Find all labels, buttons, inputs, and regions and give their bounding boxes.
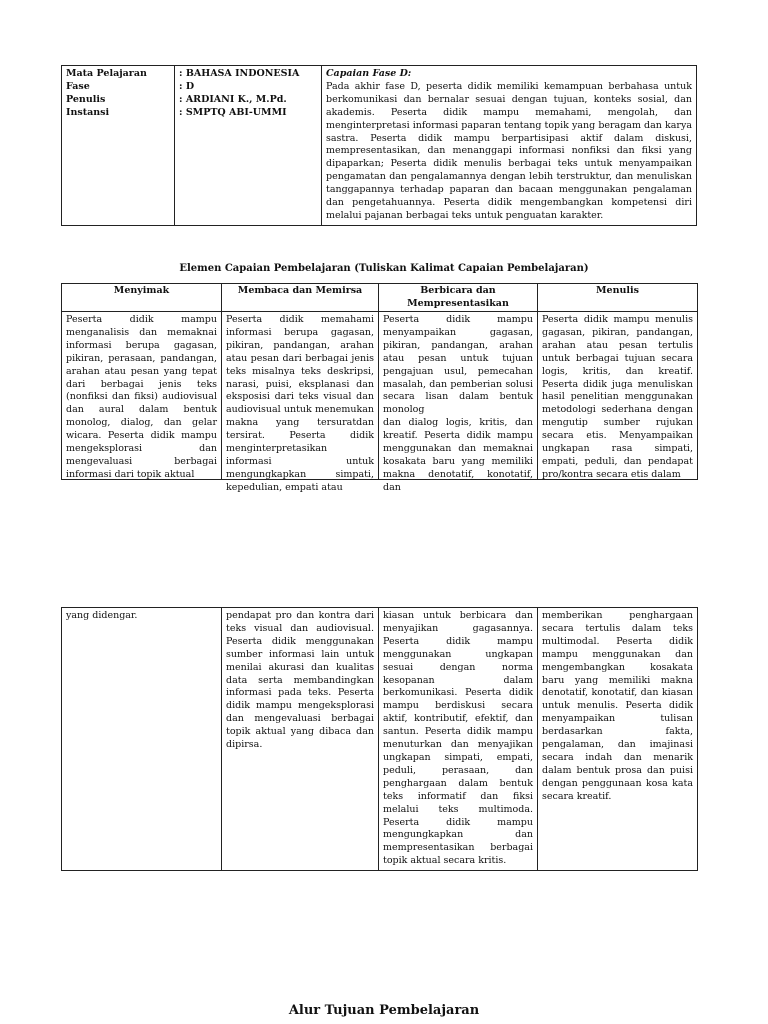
cont-cell-menulis: [538, 608, 698, 871]
value-mata-pelajaran: : BAHASA INDONESIA: [179, 68, 300, 79]
cont-text-menyimak: yang didengar.: [66, 610, 138, 621]
capaian-title: Capaian Fase D:: [326, 68, 412, 79]
info-row: [62, 66, 697, 226]
header-membaca-memirsa: Membaca dan Memirsa: [222, 284, 379, 312]
value-fase: : D: [179, 80, 195, 92]
cont-text-berbicara: kiasan untuk berbicara dan menyajikan gagasannya. Peserta didik mampu menggunakan ungkapan sesuai dengan norma kesopanan dalam berkomunikasi. Peserta didik mampu berdiskusi secara aktif, kontributif, efektif, dan santun. Peserta didik mampu menuturkan dan menyajikan ungkapan simpati, empati, peduli, perasaan, dan penghargaan dalam bentuk teks informatif dan fiksi melalui teks multimoda. Peserta didik mampu mengungkapkan dan mempresentasikan berbagai topik aktual secara kritis.: [383, 610, 533, 867]
label-fase: Fase: [66, 80, 90, 92]
text-menulis: Peserta didik mampu menulis gagasan, pikiran, pandangan, arahan atau pesan tertulis untuk berbagai tujuan secara logis, kritis, dan kreatif. Peserta didik juga menuliskan hasil penelitian menggunakan metodologi sederhana dengan mengutip sumber rujukan secara etis. Menyampaikan ungkapan rasa simpati, empati, peduli, dan pendapat pro/kontra secara etis dalam: [542, 314, 693, 480]
cell-membaca-memirsa: [222, 312, 379, 493]
text-membaca-memirsa: Peserta didik memahami informasi berupa gagasan, pikiran, pandangan, arahan atau pesan dari berbagai jenis teks misalnya teks deskripsi, narasi, puisi, eksplanasi dan eksposisi dari teks visual dan audiovisual untuk menemukan makna yang tersuratdan tersirat. Peserta didik menginterpretasikan informasi untuk mengungkapkan simpati, kepedulian, empati atau: [226, 314, 374, 493]
section-title: Elemen Capaian Pembelajaran (Tuliskan Kalimat Capaian Pembelajaran): [179, 263, 589, 274]
capaian-text: Pada akhir fase D, peserta didik memiliki kemampuan berbahasa untuk berkomunikasi dan bernalar sesuai dengan tujuan, konteks sosial, dan akademis. Peserta didik mampu memahami, mengolah, dan menginterpretasi informasi paparan tentang topik yang beragam dan karya sastra. Peserta didik mampu berpartisipasi aktif dalam diskusi, mempresentasikan, dan menanggapi informasi nonfiksi dan fiksi yang dipaparkan; Peserta didik menulis berbagai teks untuk menyampaikan pengamatan dan pengalamannya dengan lebih terstruktur, dan menuliskan tanggapannya terhadap paparan dan bacaan menggunakan pengalaman dan pengetahuannya. Peserta didik mengembangkan kompetensi diri melalui pajanan berbagai teks untuk penguatan karakter.: [326, 80, 692, 221]
cell-menulis: [538, 312, 698, 480]
capaian-cell: [322, 66, 697, 226]
cell-berbicara: [379, 312, 538, 493]
info-labels: [62, 66, 175, 226]
label-instansi: Instansi: [66, 106, 110, 118]
header-berbicara: Berbicara dan Mempresentasikan: [379, 284, 538, 312]
header-menulis: Menulis: [538, 284, 698, 312]
subject-info-table: [61, 65, 697, 226]
label-penulis: Penulis: [66, 93, 106, 105]
text-menyimak: Peserta didik mampu menganalisis dan memaknai informasi berupa gagasan, pikiran, perasaan, pandangan, arahan atau pesan yang tepat dari berbagai jenis teks (nonfiksi dan fiksi) audiovisual dan aural dalam bentuk monolog, dialog, dan gelar wicara. Peserta didik mampu mengeksplorasi dan mengevaluasi berbagai informasi dari topik aktual: [66, 314, 217, 480]
elements-body-row: [62, 312, 698, 480]
label-mata-pelajaran: Mata Pelajaran: [66, 68, 147, 79]
header-menyimak: Menyimak: [62, 284, 222, 312]
elements-header-row: [62, 284, 698, 312]
value-instansi: : SMPTQ ABI-UMMI: [179, 106, 287, 118]
cont-text-menulis: memberikan penghargaan secara tertulis dalam teks multimodal. Peserta didik mampu menggunakan dan mengembangkan kosakata baru yang memiliki makna denotatif, konotatif, dan kiasan untuk menulis. Peserta didik menyampaikan tulisan berdasarkan fakta, pengalaman, dan imajinasi secara indah dan menarik dalam bentuk prosa dan puisi dengan penggunaan kosa kata secara kreatif.: [542, 610, 693, 802]
value-penulis: : ARDIANI K., M.Pd.: [179, 93, 287, 105]
cont-text-membaca-memirsa: pendapat pro dan kontra dari teks visual dan audiovisual. Peserta didik menggunakan sumber informasi lain untuk menilai akurasi dan kualitas data serta membandingkan informasi pada teks. Peserta didik mampu mengeksplorasi dan mengevaluasi berbagai topik aktual yang dibaca dan dipirsa.: [226, 610, 374, 751]
cont-cell-menyimak: [62, 608, 222, 871]
cont-cell-membaca-memirsa: [222, 608, 379, 871]
footer-heading: Alur Tujuan Pembelajaran: [288, 1003, 480, 1018]
info-values: [175, 66, 322, 226]
continuation-row: [62, 608, 698, 871]
cont-cell-berbicara: [379, 608, 538, 871]
continuation-table: [61, 607, 698, 871]
text-berbicara: Peserta didik mampu menyampaikan gagasan, pikiran, pandangan, arahan atau pesan untuk tujuan pengajuan usul, pemecahan masalah, dan pemberian solusi secara lisan dalam bentuk monolog dan dialog logis, kritis, dan kreatif. Peserta didik mampu menggunakan dan memaknai kosakata baru yang memiliki makna denotatif, konotatif, dan: [383, 314, 533, 493]
cell-menyimak: [62, 312, 222, 480]
elements-table: [61, 283, 698, 493]
